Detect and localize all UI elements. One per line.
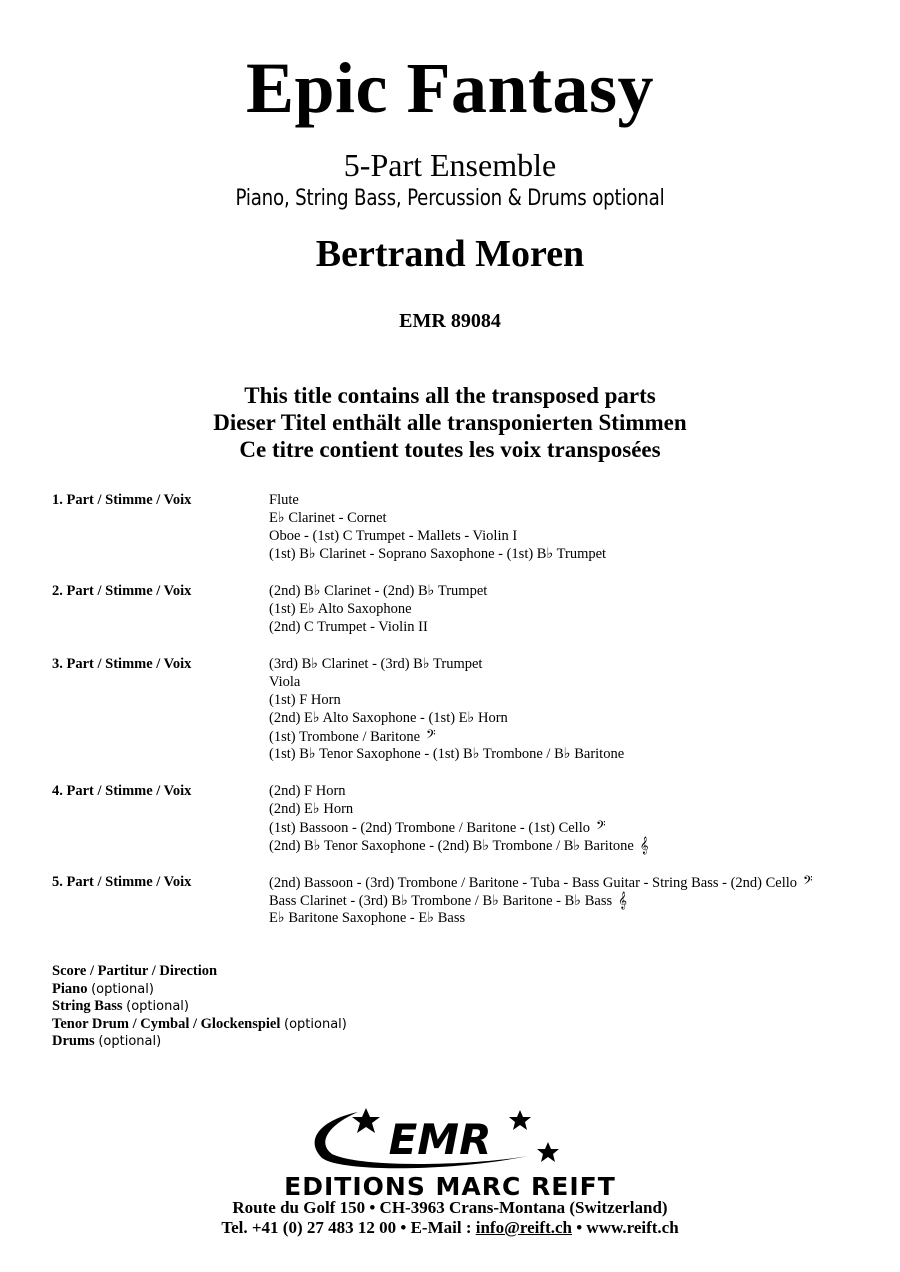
part-label: 2. Part / Stimme / Voix [52,583,192,599]
svg-text:EMR: EMR [388,1115,492,1164]
part-instruments [269,582,872,636]
subtitle: 5-Part Ensemble [343,147,557,183]
instrument-line: (2nd) F Horn [269,783,346,799]
instrument-line: (1st) Bassoon - (2nd) Trombone / Baritone - (1st) Cello 𝄢 [269,818,606,836]
instrument-line: (2nd) E♭ Alto Saxophone - (1st) E♭ Horn [269,710,508,726]
instrument-line: (2nd) Bassoon - (3rd) Trombone / Baritone - Tuba - Bass Guitar - String Bass - (2nd) Cello 𝄢 [269,873,813,891]
treble-clef-icon: 𝄞 [639,836,649,854]
part-5 [52,873,872,927]
transposed-notice-fr: Ce titre contient toutes les voix transposées [239,437,661,462]
instrument-line: Flute [269,492,299,508]
part-instruments [269,655,872,763]
instrument-line: (2nd) E♭ Horn [269,801,354,817]
extra-part: Tenor Drum / Cymbal / Glockenspiel (optional) [52,1015,347,1032]
part-2 [52,582,872,636]
instrument-line: (1st) Trombone / Baritone 𝄢 [269,727,436,745]
bass-clef-icon: 𝄢 [803,873,813,891]
publisher-address: Route du Golf 150 • CH-3963 Crans-Montana (Switzerland) [232,1198,668,1217]
instrument-line: (1st) F Horn [269,692,341,708]
instrument-line: E♭ Clarinet - Cornet [269,510,387,526]
instrument-line: E♭ Baritone Saxophone - E♭ Bass [269,910,466,926]
part-instruments [269,491,872,563]
part-1 [52,491,872,563]
composer-name: Bertrand Moren [315,233,585,275]
instrument-line: Oboe - (1st) C Trumpet - Mallets - Violin I [269,528,518,544]
instrument-line: (1st) E♭ Alto Saxophone [269,601,412,617]
instrument-line: (2nd) B♭ Tenor Saxophone - (2nd) B♭ Trombone / B♭ Baritone 𝄞 [269,836,649,854]
extra-part: Score / Partitur / Direction [52,963,218,979]
part-label: 3. Part / Stimme / Voix [52,656,192,672]
page-title: Epic Fantasy [245,48,655,128]
instrument-line: (3rd) B♭ Clarinet - (3rd) B♭ Trumpet [269,656,483,672]
extra-parts-list [52,963,347,1051]
transposed-notice-en: This title contains all the transposed parts [244,383,656,408]
part-label: 1. Part / Stimme / Voix [52,492,192,508]
transposed-notice-de: Dieser Titel enthält alle transponierten Stimmen [213,410,687,435]
instrument-line: Viola [269,674,301,690]
contact-phone: Tel. +41 (0) 27 483 12 00 • E-Mail : [221,1218,476,1237]
instrument-line: (1st) B♭ Tenor Saxophone - (1st) B♭ Trombone / B♭ Baritone [269,746,625,762]
part-label: 4. Part / Stimme / Voix [52,783,192,799]
extra-part: Piano (optional) [52,980,154,997]
part-4 [52,782,872,854]
extra-part: String Bass (optional) [52,998,189,1014]
part-3 [52,655,872,763]
transposed-notice [0,382,900,463]
publisher-contact [0,1218,900,1238]
emr-logo [300,1106,570,1176]
instrument-line: (1st) B♭ Clarinet - Soprano Saxophone - (1st) B♭ Trumpet [269,546,607,562]
instrumentation-line: Piano, String Bass, Percussion & Drums optional [235,186,665,211]
parts-list [52,491,872,946]
contact-website: • www.reift.ch [571,1218,679,1237]
bass-clef-icon: 𝄢 [426,727,436,745]
catalog-number: EMR 89084 [399,310,501,332]
instrument-line: (2nd) C Trumpet - Violin II [269,619,428,635]
part-label: 5. Part / Stimme / Voix [52,874,192,890]
instrument-line: Bass Clarinet - (3rd) B♭ Trombone / B♭ Baritone - B♭ Bass 𝄞 [269,891,628,909]
part-instruments [269,782,872,854]
contact-email-link[interactable]: info@reift.ch [475,1218,572,1237]
instrument-line: (2nd) B♭ Clarinet - (2nd) B♭ Trumpet [269,583,488,599]
bass-clef-icon: 𝄢 [596,818,606,836]
part-instruments [269,873,872,927]
treble-clef-icon: 𝄞 [618,891,628,909]
publisher-name: EDITIONS MARC REIFT [284,1172,616,1201]
extra-part: Drums (optional) [52,1033,162,1049]
